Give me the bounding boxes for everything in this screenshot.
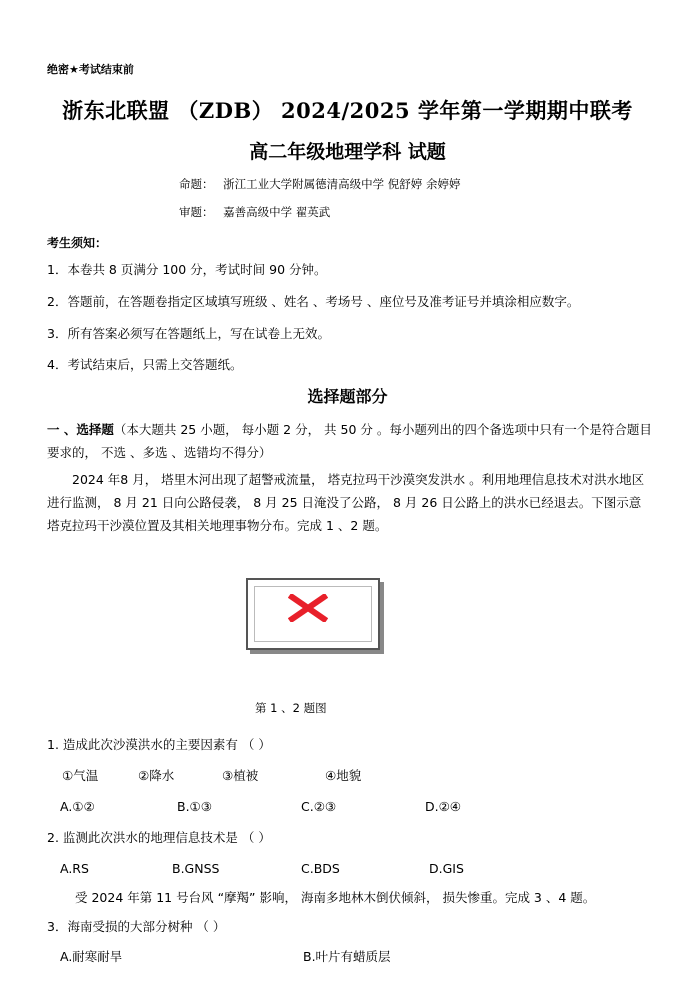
instructions-bold: 一 、选择题: [47, 422, 114, 437]
exam-title: 浙东北联盟 （ZDB） 2024/2025 学年第一学期期中联考: [62, 98, 633, 123]
q2-option-d[interactable]: D.GIS: [429, 861, 464, 876]
notice-item-4: 4．考试结束后，只需上交答题纸。: [47, 357, 243, 372]
q2-option-c[interactable]: C.BDS: [301, 861, 340, 876]
q1-item-2: ②降水: [138, 768, 175, 783]
reviewer-value: 嘉善高级中学 翟英武: [223, 205, 331, 219]
section-instructions: [47, 418, 652, 464]
q1-option-c[interactable]: C.②③: [301, 799, 337, 814]
figure-caption: 第 1 、2 题图: [255, 701, 327, 715]
reviewer-line: [179, 204, 330, 220]
q3-option-a[interactable]: A.耐寒耐旱: [60, 949, 123, 964]
question-3-stem: 3．海南受损的大部分树种 （ ）: [47, 919, 226, 934]
instructions-rest: （本大题共 25 小题， 每小题 2 分， 共 50 分 。每小题列出的四个备选项中只有一个是符合题目要求的， 不选 、多选 、选错均不得分）: [47, 422, 652, 460]
notice-item-3: 3．所有答案必须写在答题纸上，写在试卷上无效。: [47, 326, 330, 341]
q1-item-3: ③植被: [222, 768, 259, 783]
secret-mark: 绝密★考试结束前: [47, 63, 134, 76]
section-title: 选择题部分: [307, 387, 388, 406]
q3-option-b[interactable]: B.叶片有蜡质层: [303, 949, 391, 964]
q1-option-b[interactable]: B.①③: [177, 799, 212, 814]
q1-item-4: ④地貌: [325, 768, 362, 783]
exam-subtitle: 高二年级地理学科 试题: [249, 141, 446, 163]
question-1-stem: 1. 造成此次沙漠洪水的主要因素有 （ ）: [47, 737, 271, 752]
notice-heading: 考生须知：: [47, 236, 108, 250]
passage-2: 受 2024 年第 11 号台风 “摩羯” 影响， 海南多地林木倒伏倾斜， 损失惨重。完成 3 、4 题。: [75, 890, 596, 905]
question-2-stem: 2. 监测此次洪水的地理信息技术是 （ ）: [47, 830, 271, 845]
reviewer-label: 审题：: [179, 205, 214, 219]
author-line: [179, 176, 460, 192]
q1-option-d[interactable]: D.②④: [425, 799, 462, 814]
notice-item-2: 2．答题前，在答题卷指定区域填写班级 、姓名 、考场号 、座位号及准考证号并填涂相应数字。: [47, 294, 580, 309]
q1-option-a[interactable]: A.①②: [60, 799, 95, 814]
author-value: 浙江工业大学附属德清高级中学 倪舒婷 余婷婷: [223, 177, 461, 191]
notice-item-1: 1．本卷共 8 页满分 100 分，考试时间 90 分钟。: [47, 262, 327, 277]
author-label: 命题：: [179, 177, 214, 191]
broken-image-figure: [246, 578, 380, 650]
q2-option-b[interactable]: B.GNSS: [172, 861, 220, 876]
q2-option-a[interactable]: A.RS: [60, 861, 89, 876]
passage-1: 2024 年8 月， 塔里木河出现了超警戒流量， 塔克拉玛干沙漠突发洪水 。利用地理信息技术对洪水地区进行监测， 8 月 21 日向公路侵袭， 8 月 25 日淹没了公路， 8 月 26 日公路上的洪水已经退去。下图示意塔克拉玛干沙漠位置及其相关地理事物分布。完成 1 、2 题。: [47, 472, 645, 533]
broken-image-x-icon: [288, 594, 328, 622]
q1-item-1: ①气温: [62, 768, 99, 783]
